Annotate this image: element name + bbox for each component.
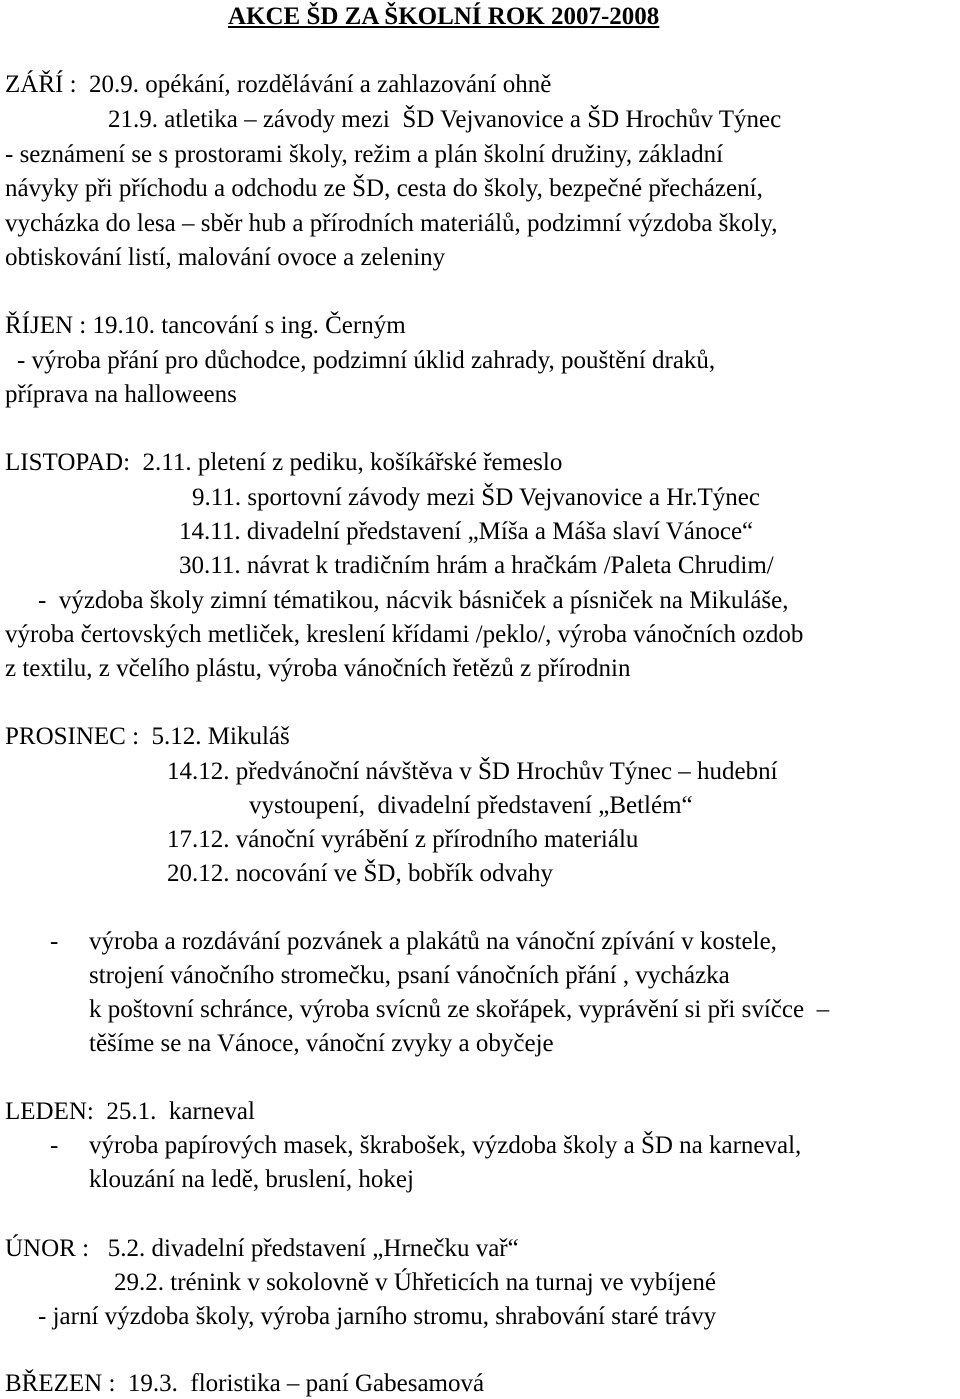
list-dash: -	[50, 1132, 59, 1159]
text-line: strojení vánočního stromečku, psaní vánočních přání , vycházka	[89, 962, 730, 989]
text-line: 21.9. atletika – závody mezi ŠD Vejvanovice a ŠD Hrochův Týnec	[108, 106, 782, 133]
text-line: - výroba přání pro důchodce, podzimní úklid zahrady, pouštění draků,	[17, 347, 716, 374]
text-line: - seznámení se s prostorami školy, režim a plán školní družiny, základní	[5, 141, 724, 168]
text-line: PROSINEC : 5.12. Mikuláš	[5, 723, 290, 750]
text-line: 9.11. sportovní závody mezi ŠD Vejvanovice a Hr.Týnec	[192, 484, 760, 511]
text-line: 14.12. předvánoční návštěva v ŠD Hrochův Týnec – hudební	[167, 758, 778, 785]
text-line: z textilu, z včelího plástu, výroba vánočních řetězů z přírodnin	[5, 655, 631, 682]
text-line: výroba a rozdávání pozvánek a plakátů na vánoční zpívání v kostele,	[89, 928, 777, 955]
text-line: LEDEN: 25.1. karneval	[5, 1098, 255, 1125]
text-line: vystoupení, divadelní představení „Betlém“	[249, 792, 693, 819]
text-line: 30.11. návrat k tradičním hrám a hračkám /Paleta Chrudim/	[179, 552, 774, 579]
text-line: 20.12. nocování ve ŠD, bobřík odvahy	[167, 860, 554, 887]
text-line: ÚNOR : 5.2. divadelní představení „Hrnečku vař“	[5, 1235, 519, 1262]
text-line: 17.12. vánoční vyrábění z přírodního materiálu	[167, 826, 639, 853]
document-title: AKCE ŠD ZA ŠKOLNÍ ROK 2007-2008	[228, 3, 660, 30]
text-line: příprava na halloweens	[5, 381, 237, 408]
text-line: - jarní výzdoba školy, výroba jarního stromu, shrabování staré trávy	[38, 1303, 717, 1330]
text-line: těšíme se na Vánoce, vánoční zvyky a obyčeje	[89, 1030, 554, 1057]
text-line: - výzdoba školy zimní tématikou, nácvik básniček a písniček na Mikuláše,	[38, 587, 789, 614]
list-dash: -	[50, 928, 59, 955]
text-line: výroba papírových masek, škrabošek, výzdoba školy a ŠD na karneval,	[89, 1132, 802, 1159]
text-line: 29.2. trénink v sokolovně v Úhřeticích na turnaj ve vybíjené	[114, 1269, 716, 1296]
text-line: výroba čertovských metliček, kreslení křídami /peklo/, výroba vánočních ozdob	[5, 621, 804, 648]
text-line: obtiskování listí, malování ovoce a zeleniny	[5, 244, 446, 271]
text-line: ŘÍJEN : 19.10. tancování s ing. Černým	[5, 312, 406, 339]
text-line: ZÁŘÍ : 20.9. opékání, rozdělávání a zahlazování ohně	[5, 71, 552, 98]
text-line: návyky při příchodu a odchodu ze ŠD, cesta do školy, bezpečné přecházení,	[5, 175, 763, 202]
text-line: klouzání na ledě, bruslení, hokej	[89, 1166, 414, 1193]
text-line: 14.11. divadelní představení „Míša a Máša slaví Vánoce“	[179, 518, 754, 545]
text-line: BŘEZEN : 19.3. floristika – paní Gabesamová	[5, 1370, 485, 1397]
text-line: vycházka do lesa – sběr hub a přírodních materiálů, podzimní výzdoba školy,	[5, 210, 778, 237]
text-line: k poštovní schránce, výroba svícnů ze skořápek, vyprávění si při svíčce –	[89, 996, 830, 1023]
text-line: LISTOPAD: 2.11. pletení z pediku, košíkářské řemeslo	[5, 449, 563, 476]
